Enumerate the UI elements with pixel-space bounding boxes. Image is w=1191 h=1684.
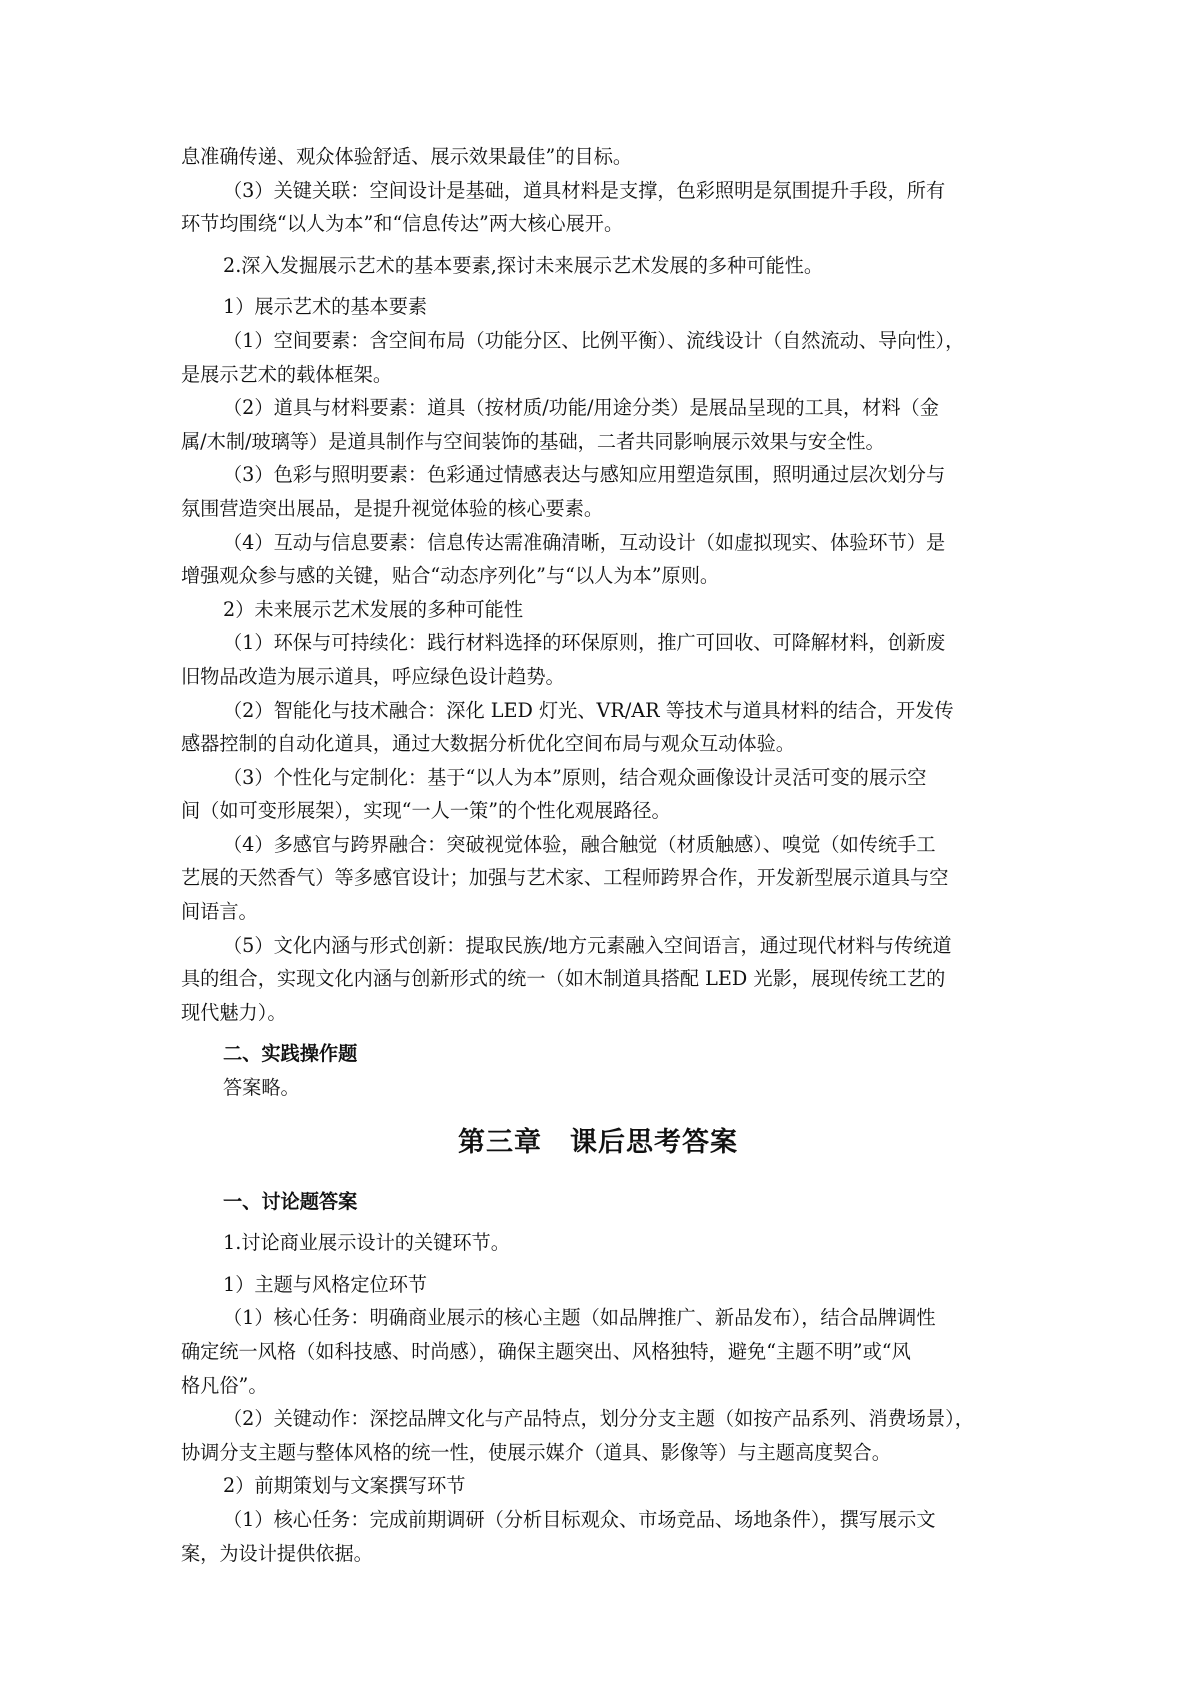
question-heading: 2.深入发掘展示艺术的基本要素,探讨未来展示艺术发展的多种可能性。 xyxy=(223,253,824,277)
paragraph-line: 旧物品改造为展示道具，呼应绿色设计趋势。 xyxy=(181,664,565,688)
paragraph-line: 艺展的天然香气）等多感官设计；加强与艺术家、工程师跨界合作，开发新型展示道具与空 xyxy=(181,866,949,890)
paragraph-line: （4）多感官与跨界融合：突破视觉体验，融合触觉（材质触感）、嗅觉（如传统手工 xyxy=(223,832,936,856)
paragraph-line: 确定统一风格（如科技感、时尚感），确保主题突出、风格独特，避免“主题不明”或“风 xyxy=(181,1340,911,1363)
paragraph-line: 息准确传递、观众体验舒适、展示效果最佳”的目标。 xyxy=(181,145,633,168)
subsection-heading: 1）主题与风格定位环节 xyxy=(223,1272,428,1296)
paragraph-line: 协调分支主题与整体风格的统一性，使展示媒介（道具、影像等）与主题高度契合。 xyxy=(181,1440,891,1464)
paragraph-line: 格凡俗”。 xyxy=(181,1373,268,1397)
paragraph-line: 感器控制的自动化道具，通过大数据分析优化空间布局与观众互动体验。 xyxy=(181,732,795,756)
paragraph-line: 现代魅力）。 xyxy=(181,1000,287,1024)
paragraph-line: （3）色彩与照明要素：色彩通过情感表达与感知应用塑造氛围，照明通过层次划分与 xyxy=(223,463,946,487)
question-heading: 1.讨论商业展示设计的关键环节。 xyxy=(223,1231,510,1255)
paragraph-line: 间语言。 xyxy=(181,900,258,924)
chapter-number: 第三章 xyxy=(458,1126,542,1158)
paragraph-line: （4）互动与信息要素：信息传达需准确清晰，互动设计（如虚拟现实、体验环节）是 xyxy=(223,530,946,554)
paragraph-line: 具的组合，实现文化内涵与创新形式的统一（如木制道具搭配 LED 光影，展现传统工艺的 xyxy=(181,967,946,991)
paragraph-line: 是展示艺术的载体框架。 xyxy=(181,362,393,386)
paragraph-line: （5）文化内涵与形式创新：提取民族/地方元素融入空间语言，通过现代材料与传统道 xyxy=(223,933,952,957)
paragraph-line: （1）核心任务：完成前期调研（分析目标观众、市场竞品、场地条件），撰写展示文 xyxy=(223,1507,936,1531)
paragraph-line: （3）个性化与定制化：基于“以人为本”原则，结合观众画像设计灵活可变的展示空 xyxy=(223,765,927,789)
paragraph-line: （2）关键动作：深挖品牌文化与产品特点，划分分支主题（如按产品系列、消费场景）， xyxy=(223,1407,974,1431)
paragraph-line: （2）智能化与技术融合：深化 LED 灯光、VR/AR 等技术与道具材料的结合，开发传 xyxy=(223,698,954,722)
paragraph-line: 增强观众参与感的关键，贴合“动态序列化”与“以人为本”原则。 xyxy=(181,564,720,588)
document-page xyxy=(181,140,1015,1570)
paragraph-line: 环节均围绕“以人为本”和“信息传达”两大核心展开。 xyxy=(181,212,624,236)
paragraph-line: 氛围营造突出展品，是提升视觉体验的核心要素。 xyxy=(181,496,604,520)
paragraph-line: （3）关键关联：空间设计是基础，道具材料是支撑，色彩照明是氛围提升手段，所有 xyxy=(223,178,946,202)
practice-answer: 答案略。 xyxy=(223,1076,300,1100)
paragraph-line: （1）核心任务：明确商业展示的核心主题（如品牌推广、新品发布），结合品牌调性 xyxy=(223,1306,936,1330)
paragraph-line: （2）道具与材料要素：道具（按材质/功能/用途分类）是展品呈现的工具，材料（金 xyxy=(223,396,939,420)
subsection-heading: 2）前期策划与文案撰写环节 xyxy=(223,1474,466,1498)
paragraph-line: （1）空间要素：含空间布局（功能分区、比例平衡）、流线设计（自然流动、导向性）， xyxy=(223,328,965,352)
chapter-title xyxy=(181,1123,1015,1163)
subsection-heading: 2）未来展示艺术发展的多种可能性 xyxy=(223,597,524,621)
paragraph-line: （1）环保与可持续化：践行材料选择的环保原则，推广可回收、可降解材料，创新废 xyxy=(223,631,946,655)
paragraph-line: 间（如可变形展架），实现“一人一策”的个性化观展路径。 xyxy=(181,799,671,823)
paragraph-line: 案，为设计提供依据。 xyxy=(181,1541,373,1565)
chapter-subtitle: 课后思考答案 xyxy=(570,1126,738,1158)
section-heading-discussion: 一、讨论题答案 xyxy=(223,1189,358,1213)
section-heading-practice: 二、实践操作题 xyxy=(223,1042,358,1066)
paragraph-line: 属/木制/玻璃等）是道具制作与空间装饰的基础，二者共同影响展示效果与安全性。 xyxy=(181,429,885,453)
subsection-heading: 1）展示艺术的基本要素 xyxy=(223,295,428,319)
